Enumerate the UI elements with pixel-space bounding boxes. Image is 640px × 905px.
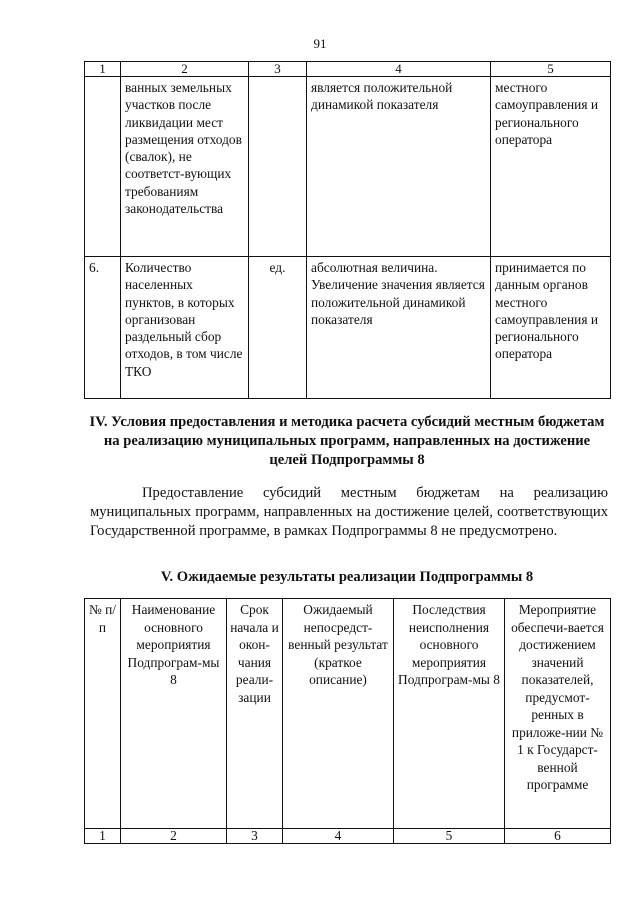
column-numbers-row	[85, 829, 611, 844]
column-number: 4	[307, 62, 491, 77]
table-row	[85, 77, 611, 257]
column-number: 3	[249, 62, 307, 77]
table-header-row	[85, 62, 611, 77]
section-title-v: V. Ожидаемые результаты реализации Подпрограммы 8	[160, 569, 534, 585]
table-row	[85, 257, 611, 399]
column-header: № п/п	[85, 599, 121, 829]
section-title-iv: IV. Условия предоставления и методика расчета субсидий местным бюджетам на реализацию муниципальных программ, направленных на достижение целей Подпрограммы 8	[89, 414, 605, 468]
indicator-name: Количество населенных пунктов, в которых организован раздельный сбор отходов, в том числе ТКО	[121, 257, 249, 399]
column-number: 4	[283, 829, 394, 844]
data-source: местного самоуправления и регионального оператора	[491, 77, 611, 257]
column-header: Наименование основного мероприятия Подпрограм-мы 8	[121, 599, 227, 829]
row-number	[85, 77, 121, 257]
column-number: 1	[85, 829, 121, 844]
page-number: 91	[313, 36, 327, 51]
row-number: 6.	[85, 257, 121, 399]
calculation-method: является положительной динамикой показателя	[307, 77, 491, 257]
column-header: Мероприятие обеспечи-вается достижением значений показателей, предусмот-ренных в приложе-нии № 1 к Государст-венной программе	[505, 599, 611, 829]
column-number: 2	[121, 62, 249, 77]
table-header-row	[85, 599, 611, 829]
column-number: 6	[505, 829, 611, 844]
column-header: Срок начала и окон-чания реали-зации	[227, 599, 283, 829]
indicators-table-continued	[84, 61, 611, 399]
unit: ед.	[249, 257, 307, 399]
section-iv-paragraph: Предоставление субсидий местным бюджетам на реализацию муниципальных программ, направленных на достижение целей, соответствующих Государственной программе, в рамках Подпрограммы 8 не предусмотрено.	[90, 485, 608, 540]
column-number: 1	[85, 62, 121, 77]
indicator-name: ванных земельных участков после ликвидации мест размещения отходов (свалок), не соответст-вующих требованиям законодательства	[121, 77, 249, 257]
column-number: 5	[491, 62, 611, 77]
expected-results-table	[84, 598, 611, 844]
column-number: 3	[227, 829, 283, 844]
unit	[249, 77, 307, 257]
column-number: 2	[121, 829, 227, 844]
column-header: Последствия неисполнения основного мероприятия Подпрограм-мы 8	[394, 599, 505, 829]
column-number: 5	[394, 829, 505, 844]
calculation-method: абсолютная величина. Увеличение значения является положительной динамикой показателя	[307, 257, 491, 399]
data-source: принимается по данным органов местного самоуправления и регионального оператора	[491, 257, 611, 399]
column-header: Ожидаемый непосредст-венный результат (краткое описание)	[283, 599, 394, 829]
